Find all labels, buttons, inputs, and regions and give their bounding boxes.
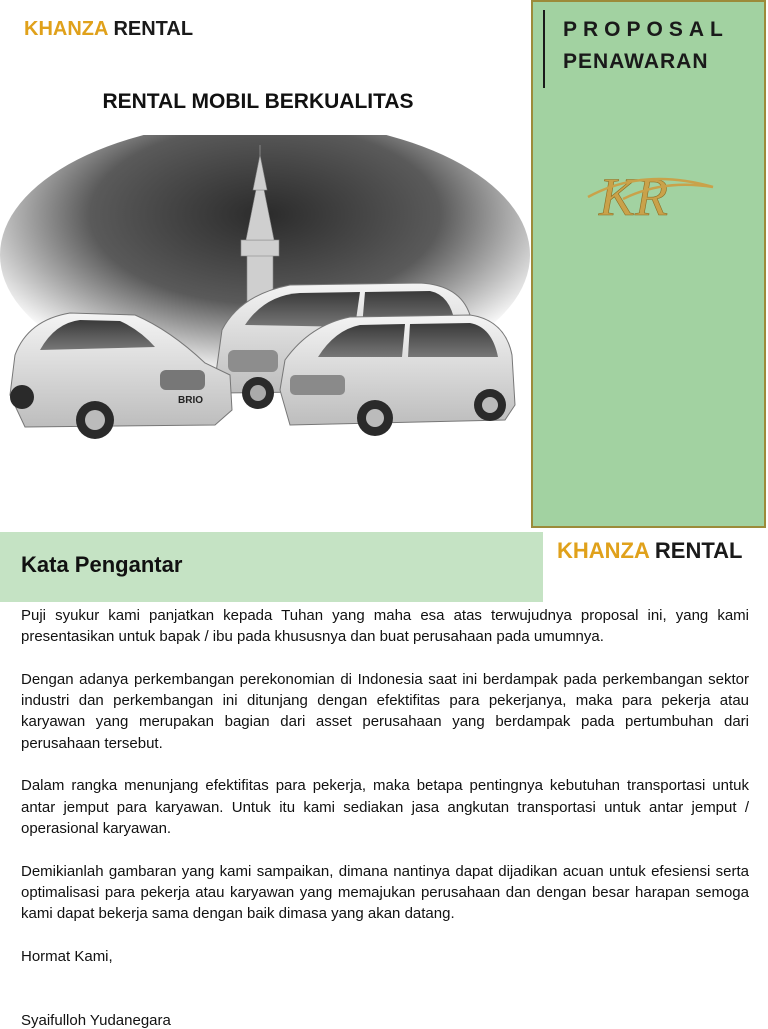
brand-name-accent: KHANZA	[557, 538, 650, 563]
brand-name-accent: KHANZA	[24, 18, 109, 40]
letter-body	[21, 605, 749, 988]
hero-cars-image	[0, 135, 530, 455]
car-badge-brio: BRIO	[178, 395, 203, 406]
car-mpv	[280, 315, 515, 436]
side-panel-rule	[543, 10, 545, 88]
side-title-line1: PROPOSAL	[563, 18, 729, 41]
side-panel	[531, 0, 766, 528]
letter-signatory: Syaifulloh Yudanegara	[21, 1012, 171, 1029]
logo-monogram-text: KR	[599, 167, 669, 227]
letter-paragraph: Dengan adanya perkembangan perekonomian di Indonesia saat ini berdampak pada perkembangan sektor industri dan perkembangan ini ditunjang dengan efektifitas para pekerjanya, maka para pekerja atau karyawan yang merupakan bagian dari asset perusahaan yang berdampak pada pertumbuhan dari perusahaan tersebut.	[21, 670, 749, 752]
side-title-line2: PENAWARAN	[563, 50, 709, 73]
brand-logo-top	[24, 18, 193, 41]
side-panel-title	[563, 14, 729, 78]
brand-name-rest: RENTAL	[113, 18, 194, 40]
letter-paragraph: Dalam rangka menunjang efektifitas para pekerja, maka betapa pentingnya kebutuhan transportasi untuk antar jemput para karyawan. Untuk itu kami sediakan jasa angkutan transportasi untuk antar jemput / operasional karyawan.	[21, 777, 749, 837]
kr-monogram-logo	[583, 157, 718, 227]
section-header-bar	[0, 532, 543, 602]
brand-name-rest: RENTAL	[654, 538, 743, 563]
letter-paragraph: Demikianlah gambaran yang kami sampaikan, dimana nantinya dapat dijadikan acuan untuk efesiensi serta optimalisasi para pekerja atau karyawan yang memajukan perusahaan dan dengan besar harapan semoga kami dapat bekerja sama dengan baik dimasa yang akan datang.	[21, 862, 749, 923]
cover-headline: RENTAL MOBIL BERKUALITAS	[102, 90, 414, 113]
section-title: Kata Pengantar	[21, 552, 183, 577]
brand-logo-section	[557, 538, 742, 564]
letter-paragraph: Puji syukur kami panjatkan kepada Tuhan yang maha esa atas terwujudnya proposal ini, yang kami presentasikan untuk bapak / ibu pada khususnya dan buat perusahaan pada umumnya.	[21, 607, 749, 646]
letter-closing: Hormat Kami,	[21, 947, 113, 965]
